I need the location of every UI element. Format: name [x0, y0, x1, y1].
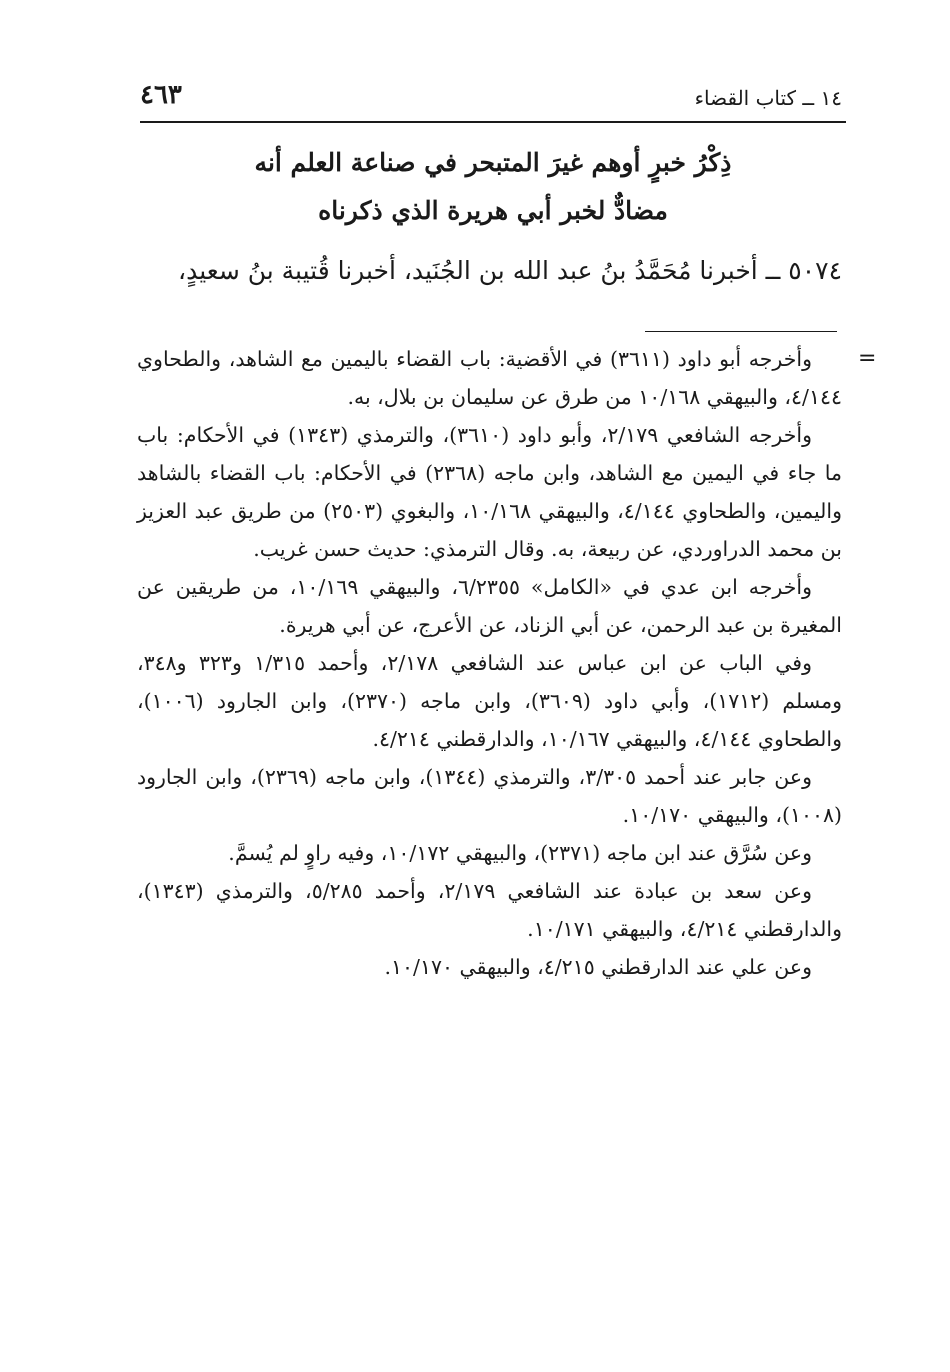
- footnote-paragraph: وعن علي عند الدارقطني ٤/٢١٥، والبيهقي ١٠/١٧٠.: [384, 955, 812, 979]
- running-head: ١٤ ــ كتاب القضاء: [694, 86, 842, 110]
- footnote-paragraph: وعن سعد بن عبادة عند الشافعي ٢/١٧٩، وأحمد ٥/٢٨٥، والترمذي (١٣٤٣)، والدارقطني ٤/٢١٤، والبيهقي ١٠/١٧١.: [137, 879, 842, 941]
- footnote-paragraph: وعن جابر عند أحمد ٣/٣٠٥، والترمذي (١٣٤٤)، وابن ماجه (٢٣٦٩)، وابن الجارود (١٠٠٨)، والبيهقي ١٠/١٧٠.: [137, 765, 842, 827]
- footnotes: [137, 340, 842, 986]
- footnote-separator: [645, 331, 837, 332]
- chapter-heading-line-1: ذِكْرُ خبرٍ أوهم غيرَ المتبحر في صناعة العلم أنه: [254, 148, 732, 177]
- hadith-text: ٥٠٧٤ ــ أخبرنا مُحَمَّدُ بنُ عبد الله بن الجُنَيد، أخبرنا قُتيبة بنُ سعيدٍ،: [178, 256, 842, 285]
- page-number: ٤٦٣: [140, 80, 182, 110]
- footnote-paragraph: وأخرجه أبو داود (٣٦١١) في الأقضية: باب القضاء باليمين مع الشاهد، والطحاوي ٤/١٤٤، والبيهقي ١٠/١٦٨ من طرق عن سليمان بن بلال، به.: [137, 347, 842, 409]
- continuation-mark: =: [858, 346, 877, 371]
- footnote-paragraph: وعن سُرَّق عند ابن ماجه (٢٣٧١)، والبيهقي ١٠/١٧٢، وفيه راوٍ لم يُسمَّ.: [228, 841, 812, 865]
- header-rule: [140, 121, 846, 123]
- chapter-heading-line-2: مضادٌّ لخبر أبي هريرة الذي ذكرناه: [318, 196, 668, 225]
- footnote-paragraph: وفي الباب عن ابن عباس عند الشافعي ٢/١٧٨، وأحمد ١/٣١٥ و٣٢٣ و٣٤٨، ومسلم (١٧١٢)، وأبي داود (٣٦٠٩)، وابن ماجه (٢٣٧٠)، وابن الجارود (١٠٠٦)، والطحاوي ٤/١٤٤، والبيهقي ١٠/١٦٧، والدارقطني ٤/٢١٤.: [137, 651, 842, 751]
- footnote-paragraph: وأخرجه الشافعي ٢/١٧٩، وأبو داود (٣٦١٠)، والترمذي (١٣٤٣) في الأحكام: باب ما جاء في اليمين مع الشاهد، وابن ماجه (٢٣٦٨) في الأحكام: باب القضاء بالشاهد واليمين، والطحاوي ٤/١٤٤، والبيهقي ١٠/١٦٨، والبغوي (٢٥٠٣) من طريق عبد العزيز بن محمد الدراوردي، عن ربيعة، به. وقال الترمذي: حديث حسن غريب.: [137, 423, 842, 561]
- footnote-paragraph: وأخرجه ابن عدي في «الكامل» ٦/٢٣٥٥، والبيهقي ١٠/١٦٩، من طريقين عن المغيرة بن عبد الرحمن، عن أبي الزناد، عن الأعرج، عن أبي هريرة.: [137, 575, 842, 637]
